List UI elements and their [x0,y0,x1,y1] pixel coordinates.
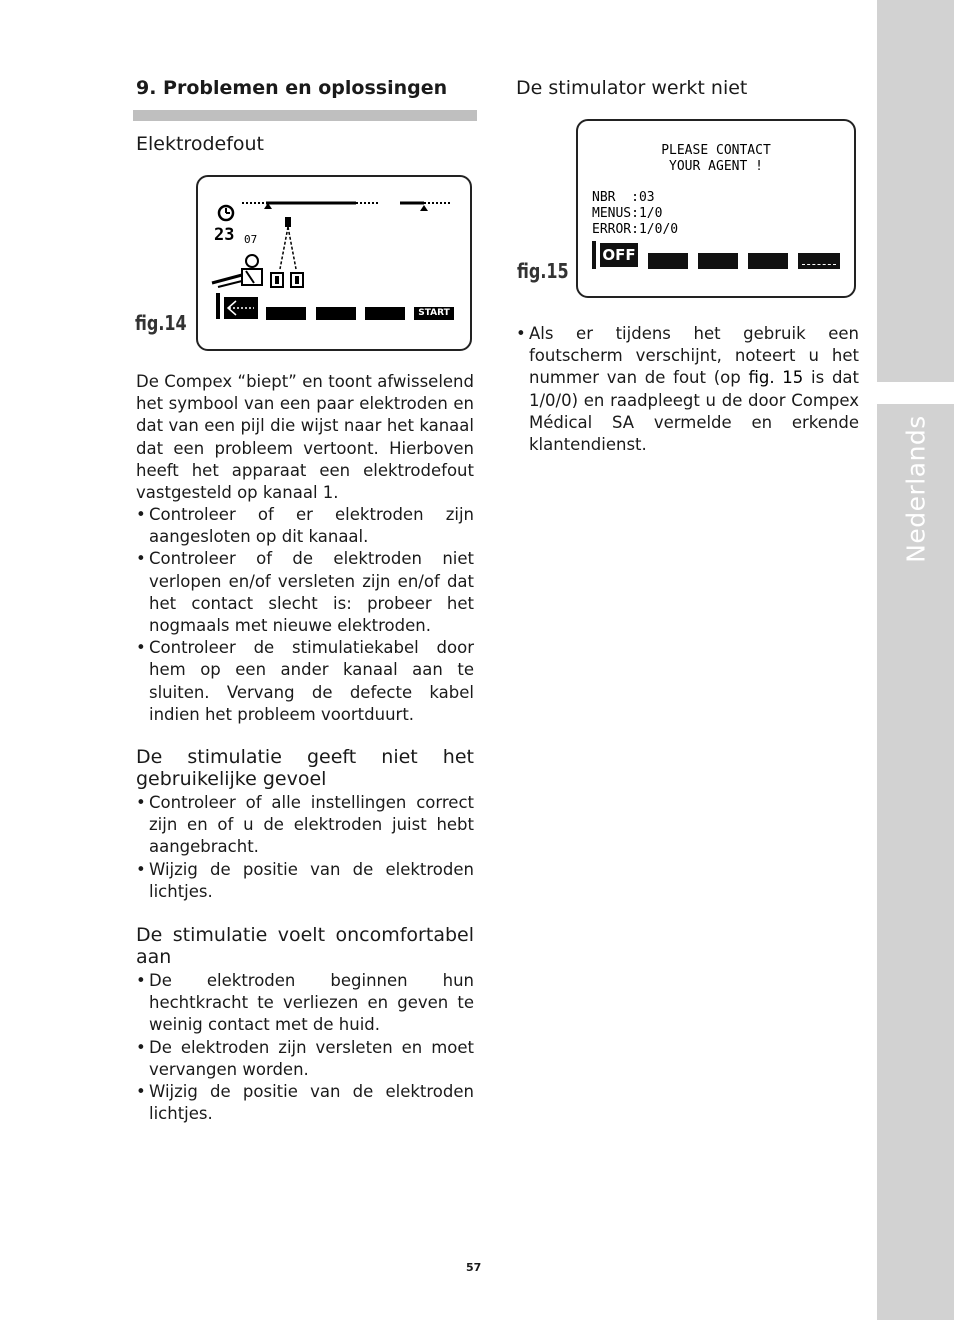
lcd-nbr: NBR :03 [592,190,655,205]
electrode-fault-heading: Elektrodefout [136,133,264,155]
list-item: • Als er tijdens het gebruik een foutscherm verschijnt, noteert u het nummer van de fout (op fig. 15 is dat 1/0/0) en raadpleegt u de door Compex Médical SA vermelde en erkende klantendienst. [516,324,859,455]
lcd-time-minutes: 07 [244,233,258,246]
list-item: • Wijzig de positie van de elektroden lichtjes. [136,859,474,901]
stimulator-fault-heading: De stimulator werkt niet [516,77,748,99]
body-figure-icon [212,255,262,287]
list-item: • Controleer of er elektroden zijn aangesloten op dit kanaal. [136,505,474,547]
uncomfortable-heading: De stimulatie voelt oncomfortabel aan [136,924,474,968]
clock-icon [219,206,233,220]
off-indicator-stem [592,241,596,269]
electrode-fault-paragraph: De Compex “biept” en toont afwisselend het symbool van een paar elektroden en dat van een pijl die wijst naar het kanaal dat een probleem vertoont. Hierboven heeft het apparaat een elektrodefout vastgesteld op kanaal 1. [136,372,474,503]
page-number: 57 [466,1261,482,1274]
stimulator-fault-list [516,323,859,456]
channel-bar-dotted [798,253,840,269]
language-label: Nederlands [901,415,930,563]
channel-2-bar [266,307,306,320]
section-divider [133,110,477,121]
lcd-start-label: START [418,308,450,318]
lcd-time-hours: 23 [214,225,235,245]
off-button: OFF [600,243,638,267]
electrode-fault-lcd [196,175,472,351]
electrode-pair-icon [271,217,303,287]
section-title: 9. Problemen en oplossingen [136,77,448,99]
lcd-line-1: PLEASE CONTACT [661,143,771,158]
language-sidebar [877,0,954,1320]
language-tab [877,404,954,574]
figure-14-label: fig.14 [135,311,187,335]
electrode-fault-list [136,504,474,726]
lcd-error: ERROR:1/0/0 [592,222,679,237]
channel-3-bar [316,307,356,320]
list-item: • Controleer of de elektroden niet verlopen en/of versleten zijn en/of dat het contact slecht is: probeer het nogmaals met nieuwe elektroden. [136,549,474,636]
unusual-feeling-heading: De stimulatie geeft niet het gebruikelijke gevoel [136,746,474,790]
channel-4-bar [365,307,405,320]
figure-reference: fig. 15 [748,368,804,388]
channel-bar [698,253,738,269]
channel-bar [648,253,688,269]
lcd-menus: MENUS:1/0 [592,206,663,221]
lcd-line-2: YOUR AGENT ! [669,159,763,174]
sidebar-divider [877,382,954,404]
list-item: • De elektroden zijn versleten en moet vervangen worden. [136,1037,474,1079]
uncomfortable-list [136,970,474,1125]
unusual-feeling-list [136,792,474,903]
list-item: • Wijzig de positie van de elektroden lichtjes. [136,1082,474,1124]
channel-bar [748,253,788,269]
lcd-graphics [198,177,470,349]
channel-arrow-icon [216,293,258,319]
list-item: • De elektroden beginnen hun hechtkracht te verliezen en geven te weinig contact met de huid. [136,971,474,1035]
list-item: • Controleer of alle instellingen correct zijn en of u de elektroden juist hebt aangebracht. [136,793,474,857]
list-item: • Controleer de stimulatiekabel door hem op een ander kanaal aan te sluiten. Vervang de defecte kabel indien het probleem voortduurt. [136,638,474,724]
figure-15-label: fig.15 [517,259,569,283]
error-lcd [576,119,856,298]
